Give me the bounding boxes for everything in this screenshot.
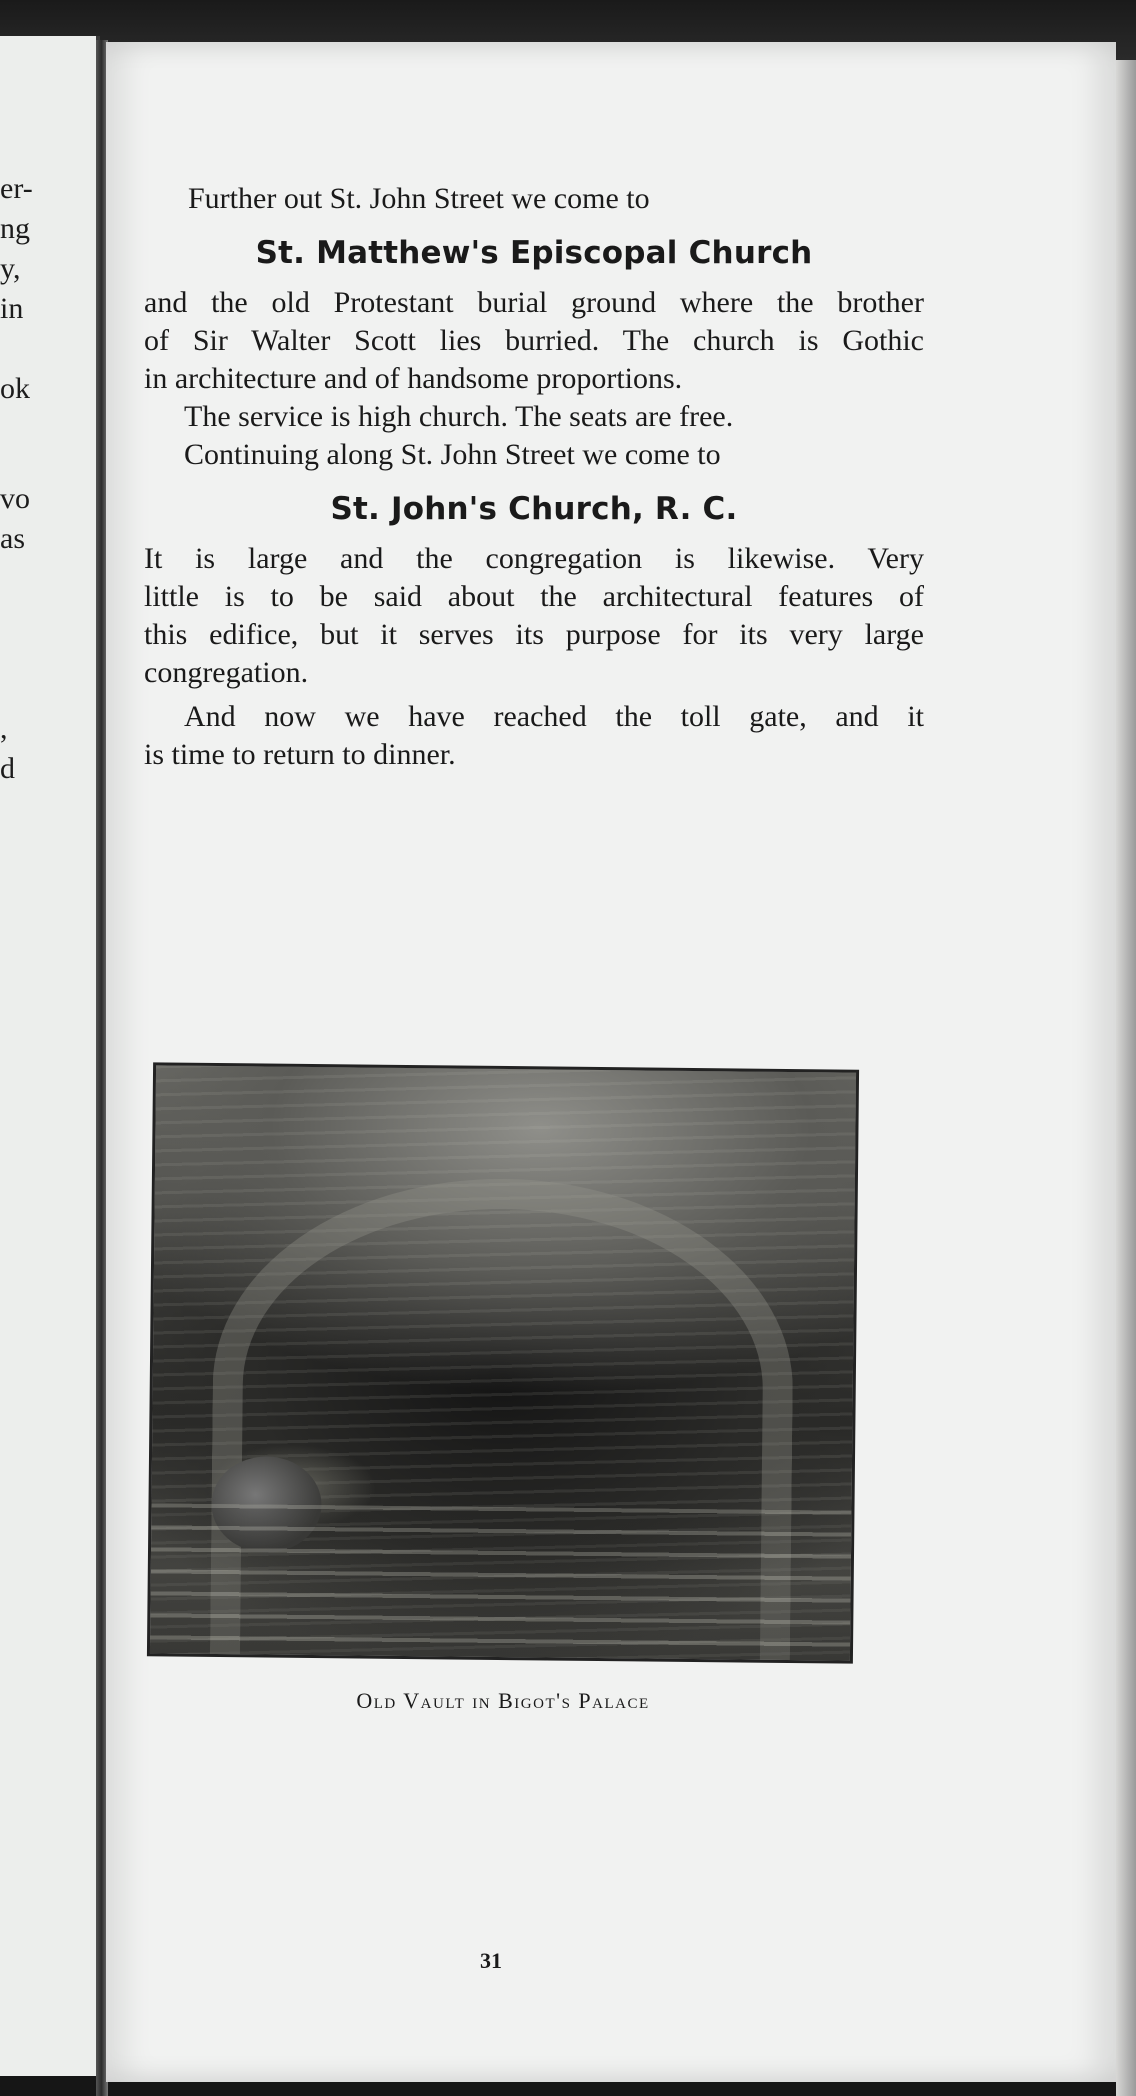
- page-number: 31: [480, 1948, 502, 1973]
- left-page-fragment: vo: [0, 482, 30, 515]
- paragraph-line: this edifice, but it serves its purpose for its very large: [144, 618, 924, 651]
- page-edge-shadow: [1116, 60, 1136, 2096]
- heading-st-matthews: St. Matthew's Episcopal Church: [255, 235, 813, 271]
- left-page-fragment: ok: [0, 372, 30, 405]
- left-page-fragment: in: [0, 292, 24, 325]
- paragraph-line: congregation.: [144, 656, 309, 689]
- figure-caption: Old Vault in Bigot's Palace: [356, 1688, 650, 1713]
- left-page-edge: [0, 36, 100, 2076]
- vault-floor: [150, 1503, 852, 1660]
- paragraph-line: of Sir Walter Scott lies burried. The church is Gothic: [144, 324, 924, 357]
- paragraph-line: The service is high church. The seats are free.: [184, 400, 734, 433]
- heading-st-johns: St. John's Church, R. C.: [330, 491, 738, 527]
- left-page-fragment: ng: [0, 212, 30, 245]
- paragraph-line: Continuing along St. John Street we come to: [184, 438, 721, 471]
- left-page-fragment: y,: [0, 252, 21, 285]
- left-page-fragment: as: [0, 522, 25, 555]
- page-text: [144, 180, 924, 774]
- paragraph-line: It is large and the congregation is likewise. Very: [144, 542, 924, 575]
- paragraph-line: and the old Protestant burial ground where the brother: [144, 286, 924, 319]
- vault-photograph: [147, 1062, 859, 1663]
- intro-line: Further out St. John Street we come to: [188, 182, 650, 215]
- left-page-fragment: d: [0, 752, 15, 785]
- paragraph-line: is time to return to dinner.: [144, 738, 456, 771]
- paragraph-line: And now we have reached the toll gate, and it: [184, 700, 924, 733]
- paragraph-line: little is to be said about the architectural features of: [144, 580, 924, 613]
- left-page-fragment: er-: [0, 172, 33, 205]
- left-page-fragment: ,: [0, 712, 8, 745]
- paragraph-line: in architecture and of handsome proportions.: [144, 362, 683, 395]
